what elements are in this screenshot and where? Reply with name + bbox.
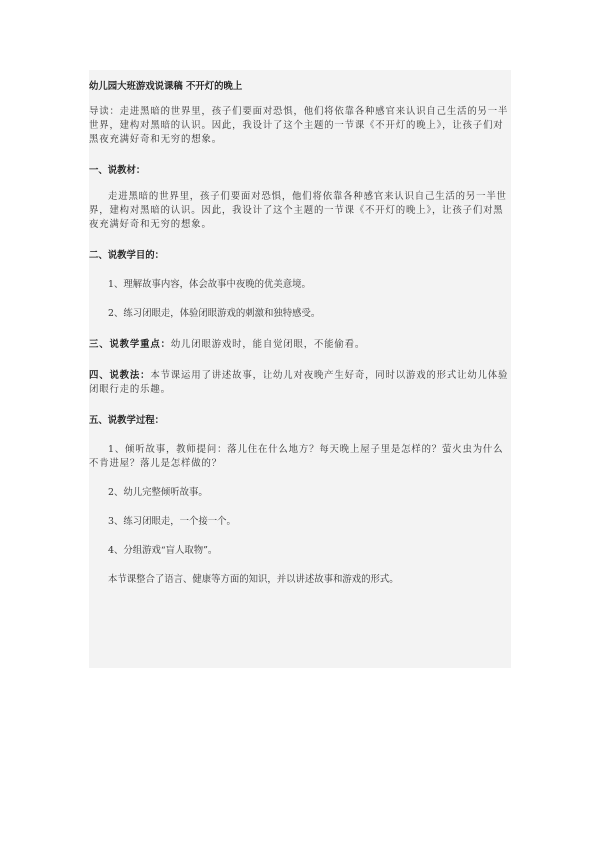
section-1-heading: 一、说教材： bbox=[89, 165, 146, 176]
document-page bbox=[89, 70, 511, 668]
section-4-paragraph bbox=[89, 369, 511, 397]
section-4-body: 本节课运用了讲述故事，让幼儿对夜晚产生好奇，同时以游戏的形式让幼儿体验闭眼行走的乐趣。 bbox=[89, 370, 509, 395]
intro-paragraph: 导读：走进黑暗的世界里，孩子们要面对恐惧，他们将依靠各种感官来认识自己生活的另一半世界，建构对黑暗的认识。因此，我设计了这个主题的一节课《不开灯的晚上》，让孩子们对黑夜充满好奇和无穷的想象。 bbox=[89, 106, 509, 145]
section-5-item-4: 4、分组游戏“盲人取物”。 bbox=[108, 545, 218, 556]
section-2-heading: 二、说教学目的： bbox=[89, 250, 165, 261]
section-3-heading: 三、说教学重点： bbox=[89, 339, 171, 350]
section-1-body: 走进黑暗的世界里，孩子们要面对恐惧，他们将依靠各种感官来认识自己生活的另一半世界，建构对黑暗的认识。因此，我设计了这个主题的一节课《不开灯的晚上》，让孩子们对黑夜充满好奇和无穷的想象。 bbox=[89, 191, 507, 230]
document-title: 幼儿园大班游戏说课稿 不开灯的晚上 bbox=[89, 81, 243, 92]
section-2-item-2: 2、练习闭眼走，体验闭眼游戏的刺激和独特感受。 bbox=[108, 308, 321, 319]
section-5-summary: 本节课整合了语言、健康等方面的知识，并以讲述故事和游戏的形式。 bbox=[108, 574, 399, 585]
section-5-item-3: 3、练习闭眼走，一个接一个。 bbox=[108, 516, 236, 527]
section-2-item-1: 1、理解故事内容，体会故事中夜晚的优美意境。 bbox=[108, 279, 311, 290]
section-3-line bbox=[89, 338, 511, 352]
section-4-heading: 四、说教法： bbox=[89, 370, 151, 381]
section-5-item-1: 1、倾听故事，教师提问：落儿住在什么地方？每天晚上屋子里是怎样的？萤火虫为什么不肯进屋？落儿是怎样做的？ bbox=[89, 444, 504, 469]
section-5-heading: 五、说教学过程： bbox=[89, 415, 165, 426]
section-5-item-2: 2、幼儿完整倾听故事。 bbox=[108, 487, 208, 498]
section-3-body: 幼儿闭眼游戏时，能自觉闭眼，不能偷看。 bbox=[170, 339, 366, 350]
